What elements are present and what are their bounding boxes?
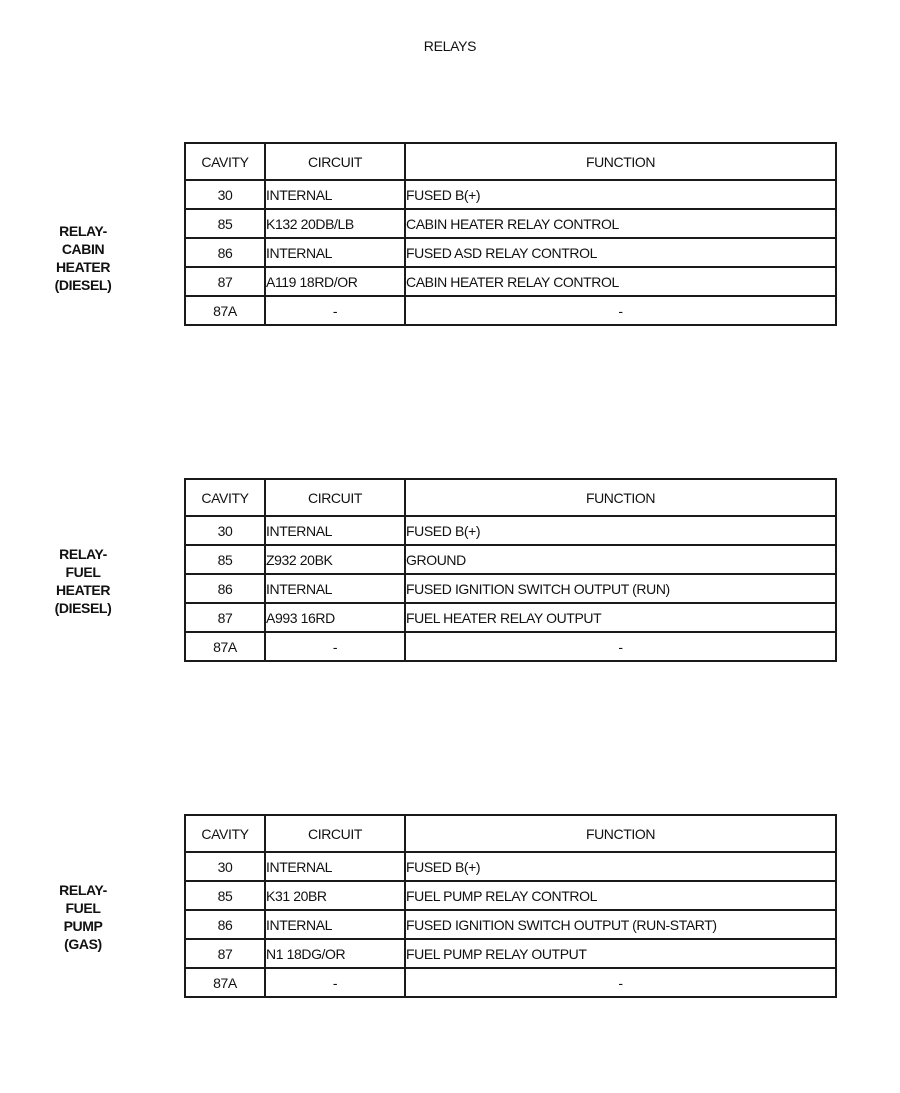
- circuit-cell: A993 16RD: [265, 603, 405, 632]
- circuit-header: CIRCUIT: [265, 143, 405, 180]
- relay-label-line: (GAS): [64, 936, 102, 952]
- table-row: [185, 574, 836, 603]
- circuit-cell: N1 18DG/OR: [265, 939, 405, 968]
- relay-table-cabin-heater: [184, 142, 837, 326]
- relay-table-fuel-heater: [184, 478, 837, 662]
- table-row: [185, 881, 836, 910]
- circuit-cell: Z932 20BK: [265, 545, 405, 574]
- cavity-cell: 30: [185, 852, 265, 881]
- table-row: [185, 296, 836, 325]
- table-row: [185, 267, 836, 296]
- function-cell: CABIN HEATER RELAY CONTROL: [405, 267, 836, 296]
- function-header: FUNCTION: [405, 143, 836, 180]
- table-row: [185, 632, 836, 661]
- circuit-cell: INTERNAL: [265, 852, 405, 881]
- cavity-header: CAVITY: [185, 143, 265, 180]
- table-row: [185, 180, 836, 209]
- relay-label-line: (DIESEL): [54, 600, 112, 616]
- circuit-header: CIRCUIT: [265, 815, 405, 852]
- cavity-cell: 30: [185, 180, 265, 209]
- function-cell: FUSED IGNITION SWITCH OUTPUT (RUN): [405, 574, 836, 603]
- table-row: [185, 516, 836, 545]
- table-row: [185, 939, 836, 968]
- relay-label-fuel-pump: [36, 881, 130, 953]
- cavity-cell: 86: [185, 910, 265, 939]
- table-header-row: [185, 815, 836, 852]
- circuit-cell: -: [265, 632, 405, 661]
- relay-table-fuel-pump: [184, 814, 837, 998]
- function-cell: FUEL PUMP RELAY OUTPUT: [405, 939, 836, 968]
- function-cell: GROUND: [405, 545, 836, 574]
- cavity-cell: 86: [185, 238, 265, 267]
- table-row: [185, 968, 836, 997]
- function-cell: FUSED B(+): [405, 852, 836, 881]
- relay-label-fuel-heater: [36, 545, 130, 617]
- circuit-cell: K31 20BR: [265, 881, 405, 910]
- function-cell: CABIN HEATER RELAY CONTROL: [405, 209, 836, 238]
- function-header: FUNCTION: [405, 815, 836, 852]
- cavity-cell: 87A: [185, 296, 265, 325]
- circuit-cell: INTERNAL: [265, 574, 405, 603]
- cavity-cell: 87: [185, 939, 265, 968]
- circuit-cell: INTERNAL: [265, 910, 405, 939]
- relay-label-line: RELAY-: [59, 223, 107, 239]
- function-cell: FUSED B(+): [405, 516, 836, 545]
- relay-label-cabin-heater: [36, 222, 130, 294]
- circuit-cell: INTERNAL: [265, 238, 405, 267]
- table-row: [185, 603, 836, 632]
- cavity-header: CAVITY: [185, 815, 265, 852]
- relay-label-line: HEATER: [55, 259, 111, 275]
- relay-label-line: FUEL: [65, 564, 101, 580]
- relay-label-line: RELAY-: [59, 546, 107, 562]
- relay-label-line: RELAY-: [59, 882, 107, 898]
- table-row: [185, 852, 836, 881]
- relay-label-line: FUEL: [65, 900, 101, 916]
- relay-label-line: (DIESEL): [54, 277, 112, 293]
- table-header-row: [185, 143, 836, 180]
- circuit-cell: -: [265, 968, 405, 997]
- cavity-cell: 86: [185, 574, 265, 603]
- table-row: [185, 238, 836, 267]
- function-cell: FUEL PUMP RELAY CONTROL: [405, 881, 836, 910]
- function-cell: -: [405, 632, 836, 661]
- cavity-cell: 30: [185, 516, 265, 545]
- table-row: [185, 545, 836, 574]
- function-cell: FUSED ASD RELAY CONTROL: [405, 238, 836, 267]
- function-cell: FUEL HEATER RELAY OUTPUT: [405, 603, 836, 632]
- circuit-cell: A119 18RD/OR: [265, 267, 405, 296]
- table-row: [185, 209, 836, 238]
- relay-label-line: PUMP: [63, 918, 103, 934]
- function-cell: FUSED IGNITION SWITCH OUTPUT (RUN-START): [405, 910, 836, 939]
- cavity-cell: 85: [185, 881, 265, 910]
- circuit-cell: -: [265, 296, 405, 325]
- circuit-header: CIRCUIT: [265, 479, 405, 516]
- function-cell: FUSED B(+): [405, 180, 836, 209]
- page-title: RELAYS: [423, 38, 477, 54]
- cavity-cell: 87: [185, 603, 265, 632]
- table-row: [185, 910, 836, 939]
- function-cell: -: [405, 968, 836, 997]
- circuit-cell: INTERNAL: [265, 180, 405, 209]
- cavity-header: CAVITY: [185, 479, 265, 516]
- relay-label-line: CABIN: [61, 241, 105, 257]
- function-cell: -: [405, 296, 836, 325]
- circuit-cell: K132 20DB/LB: [265, 209, 405, 238]
- cavity-cell: 87A: [185, 968, 265, 997]
- table-header-row: [185, 479, 836, 516]
- circuit-cell: INTERNAL: [265, 516, 405, 545]
- relay-label-line: HEATER: [55, 582, 111, 598]
- function-header: FUNCTION: [405, 479, 836, 516]
- cavity-cell: 87A: [185, 632, 265, 661]
- cavity-cell: 85: [185, 545, 265, 574]
- cavity-cell: 85: [185, 209, 265, 238]
- cavity-cell: 87: [185, 267, 265, 296]
